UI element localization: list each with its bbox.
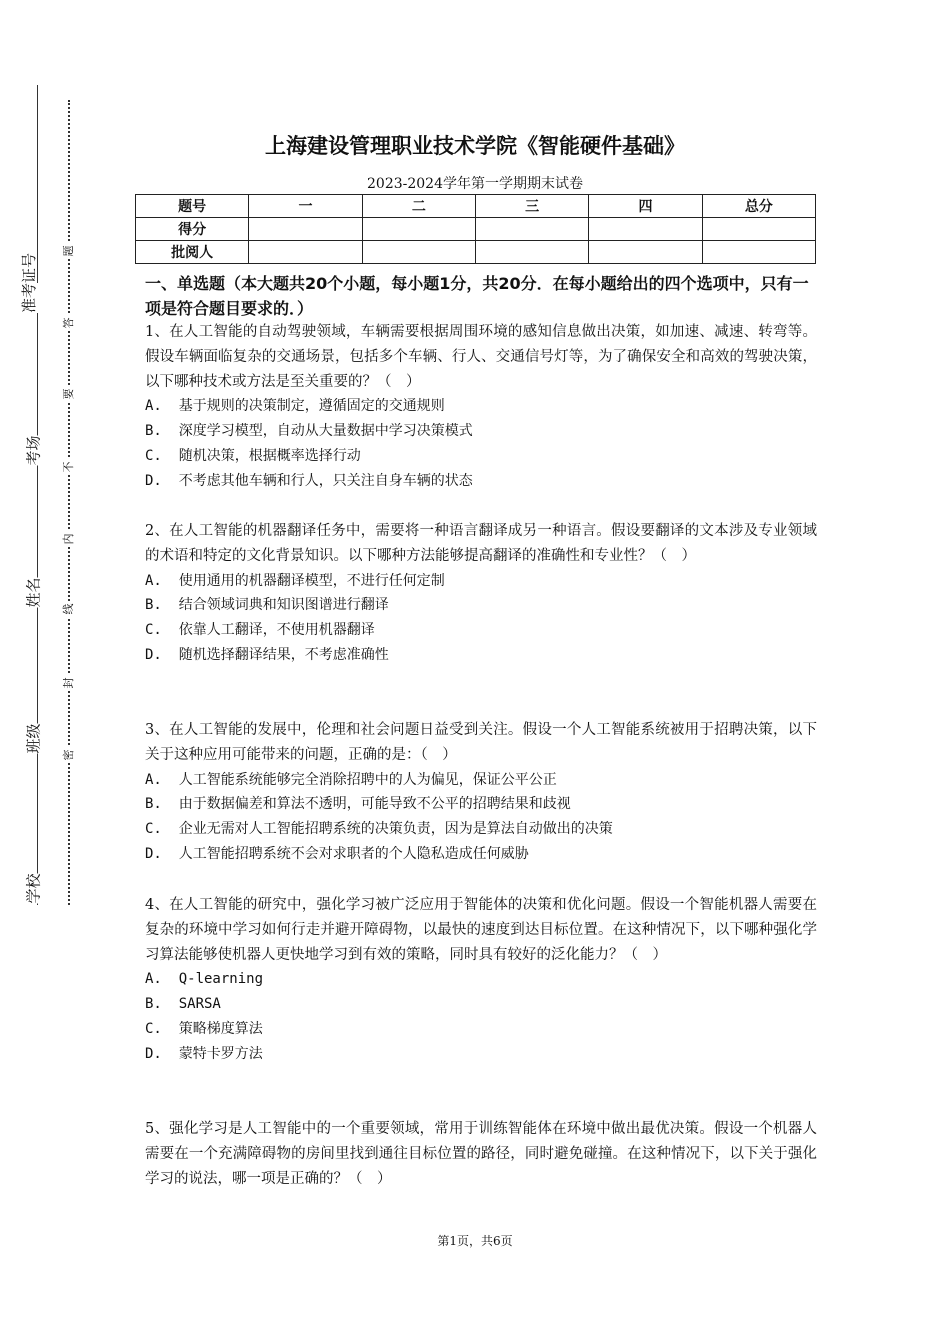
question-text: 3、在人工智能的发展中，伦理和社会问题日益受到关注。假设一个人工智能系统被用于招聘决策，以下关于这种应用可能带来的问题，正确的是：（ ） — [145, 722, 817, 763]
option-a[interactable]: A. Q-learning — [145, 971, 264, 988]
score-table — [135, 194, 816, 264]
score-row-label: 批阅人 — [136, 241, 249, 264]
question-text: 1、在人工智能的自动驾驶领域，车辆需要根据周围环境的感知信息做出决策，如加速、减速、转弯等。假设车辆面临复杂的交通场景，包括多个车辆、行人、交通信号灯等，为了确保安全和高效的驾驶决策，以下哪种技术或方法是至关重要的？（ ） — [145, 324, 817, 390]
field-label-exam-id: 准考证号 — [18, 283, 48, 313]
seal-char: 要 — [62, 386, 76, 402]
score-cell[interactable] — [589, 241, 702, 264]
option-d[interactable]: D. 蒙特卡罗方法 — [145, 1045, 263, 1062]
question-3 — [145, 718, 817, 867]
seal-char: 答 — [62, 315, 76, 331]
option-b[interactable]: B. SARSA — [145, 996, 221, 1013]
binding-margin — [0, 0, 90, 1344]
binding-solid-line — [37, 85, 38, 905]
option-a[interactable]: A. 人工智能系统能够完全消除招聘中的人为偏见，保证公平公正 — [145, 771, 557, 788]
score-table-header: 二 — [362, 195, 475, 218]
question-text: 4、在人工智能的研究中，强化学习被广泛应用于智能体的决策和优化问题。假设一个智能机器人需要在复杂的环境中学习如何行走并避开障碍物，以最快的速度到达目标位置。在这种情况下，以下哪种强化学习算法能够使机器人更快地学习到有效的策略，同时具有较好的泛化能力？（ ） — [145, 897, 817, 963]
page-title: 上海建设管理职业技术学院《智能硬件基础》 — [265, 134, 685, 158]
score-table-header-row — [136, 195, 816, 218]
page-footer: 第1页，共6页 — [437, 1234, 513, 1248]
score-row-label: 得分 — [136, 218, 249, 241]
score-cell[interactable] — [475, 241, 588, 264]
score-table-header: 总分 — [702, 195, 815, 218]
option-d[interactable]: D. 随机选择翻译结果，不考虑准确性 — [145, 646, 389, 663]
question-text: 5、强化学习是人工智能中的一个重要领域，常用于训练智能体在环境中做出最优决策。假设一个机器人需要在一个充满障碍物的房间里找到通往目标位置的路径，同时避免碰撞。在这种情况下，以下关于强化学习的说法，哪一项是正确的？（ ） — [145, 1121, 817, 1187]
question-2 — [145, 519, 817, 668]
score-table-header: 三 — [475, 195, 588, 218]
question-text: 2、在人工智能的机器翻译任务中，需要将一种语言翻译成另一种语言。假设要翻译的文本涉及专业领域的术语和特定的文化背景知识。以下哪种方法能够提高翻译的准确性和专业性？（ ） — [145, 523, 817, 564]
question-5 — [145, 1117, 817, 1191]
seal-char: 密 — [62, 747, 76, 763]
score-cell[interactable] — [702, 218, 815, 241]
option-c[interactable]: C. 随机决策，根据概率选择行动 — [145, 447, 361, 464]
section-heading: 一、单选题（本大题共20个小题，每小题1分，共20分．在每小题给出的四个选项中，只有一项是符合题目要求的．） — [145, 274, 809, 318]
field-label-name: 姓名 — [24, 577, 43, 608]
score-cell[interactable] — [362, 241, 475, 264]
score-cell[interactable] — [589, 218, 702, 241]
question-1 — [145, 320, 817, 494]
option-b[interactable]: B. 结合领域词典和知识图谱进行翻译 — [145, 597, 389, 614]
seal-char: 内 — [62, 531, 76, 547]
binding-dotted-line — [68, 100, 70, 905]
score-cell[interactable] — [249, 241, 362, 264]
question-4 — [145, 893, 817, 1067]
field-label-school: 学校 — [24, 873, 43, 904]
score-cell[interactable] — [702, 241, 815, 264]
option-d[interactable]: D. 人工智能招聘系统不会对求职者的个人隐私造成任何威胁 — [145, 845, 529, 862]
option-d[interactable]: D. 不考虑其他车辆和行人，只关注自身车辆的状态 — [145, 472, 473, 489]
score-table-row — [136, 241, 816, 264]
option-b[interactable]: B. 深度学习模型，自动从大量数据中学习决策模式 — [145, 423, 473, 440]
option-c[interactable]: C. 依靠人工翻译，不使用机器翻译 — [145, 622, 375, 639]
option-c[interactable]: C. 策略梯度算法 — [145, 1020, 263, 1037]
option-b[interactable]: B. 由于数据偏差和算法不透明，可能导致不公平的招聘结果和歧视 — [145, 796, 571, 813]
seal-char: 题 — [62, 243, 76, 259]
score-table-header: 四 — [589, 195, 702, 218]
field-label-exam-room: 考场 — [24, 435, 43, 466]
option-c[interactable]: C. 企业无需对人工智能招聘系统的决策负责，因为是算法自动做出的决策 — [145, 821, 613, 838]
score-table-header: 题号 — [136, 195, 249, 218]
option-a[interactable]: A. 基于规则的决策制定，遵循固定的交通规则 — [145, 398, 445, 415]
page-subtitle: 2023-2024学年第一学期期末试卷 — [367, 176, 583, 192]
score-cell[interactable] — [475, 218, 588, 241]
score-cell[interactable] — [362, 218, 475, 241]
score-table-header: 一 — [249, 195, 362, 218]
seal-char: 封 — [62, 675, 76, 691]
option-a[interactable]: A. 使用通用的机器翻译模型，不进行任何定制 — [145, 572, 445, 589]
field-label-class: 班级 — [24, 723, 43, 754]
score-table-row — [136, 218, 816, 241]
seal-char: 不 — [62, 459, 76, 475]
seal-char: 线 — [62, 601, 76, 617]
score-cell[interactable] — [249, 218, 362, 241]
